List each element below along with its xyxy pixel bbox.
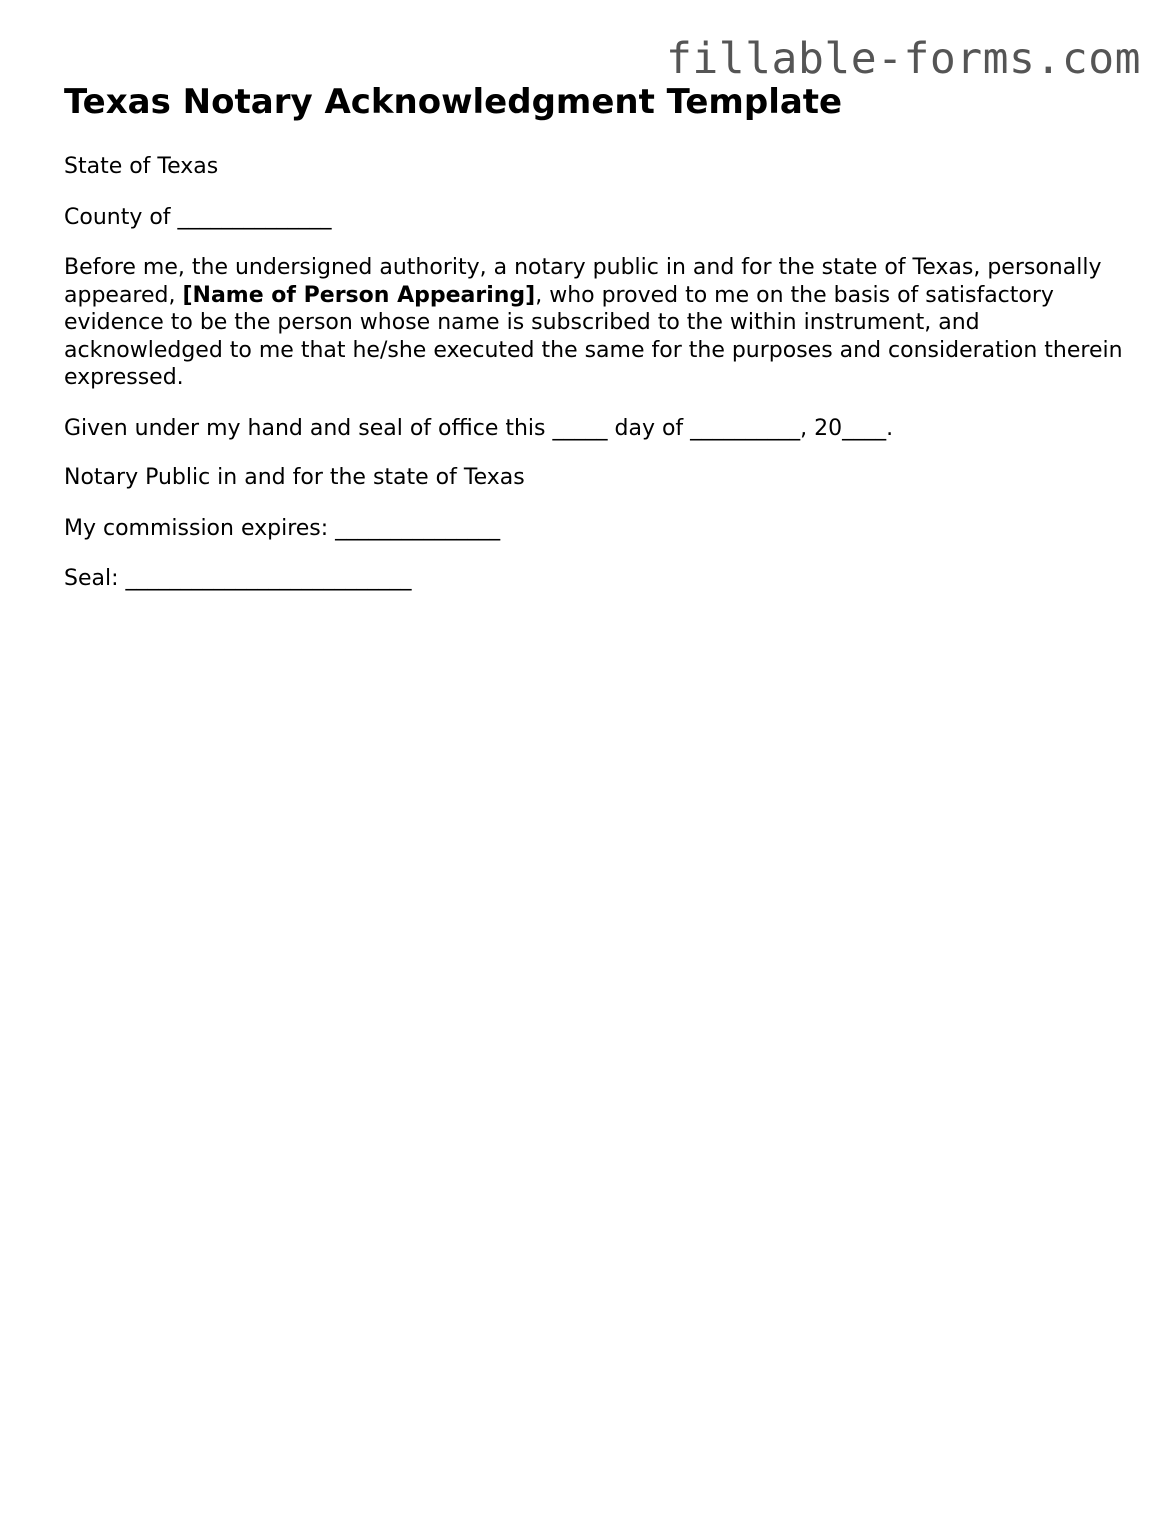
- state-line: State of Texas: [64, 154, 219, 179]
- county-line: County of ______________: [64, 204, 332, 230]
- acknowledgment-paragraph: [64, 254, 1124, 392]
- notary-public-line: Notary Public in and for the state of Texas: [64, 465, 525, 490]
- commission-expires-line: My commission expires: _______________: [64, 515, 501, 541]
- site-watermark: fillable-forms.com: [666, 34, 1141, 84]
- name-placeholder: [Name of Person Appearing]: [182, 282, 536, 308]
- page-title: Texas Notary Acknowledgment Template: [64, 82, 843, 122]
- seal-line: Seal: __________________________: [64, 566, 412, 591]
- acknowledgment-text-start: Before me, the undersigned authority, a notary public in and for the state of Texas, personally appeared,: [64, 255, 1102, 308]
- acknowledgment-text-end: , who proved to me on the basis of satisfactory evidence to be the person whose name is subscribed to the within instrument, and acknowledged to me that he/she executed the same for the purposes and consideration therein expressed.: [64, 282, 1123, 390]
- given-under-hand-line: Given under my hand and seal of office this _____ day of __________, 20____.: [64, 415, 894, 441]
- document-body: [64, 80, 1124, 593]
